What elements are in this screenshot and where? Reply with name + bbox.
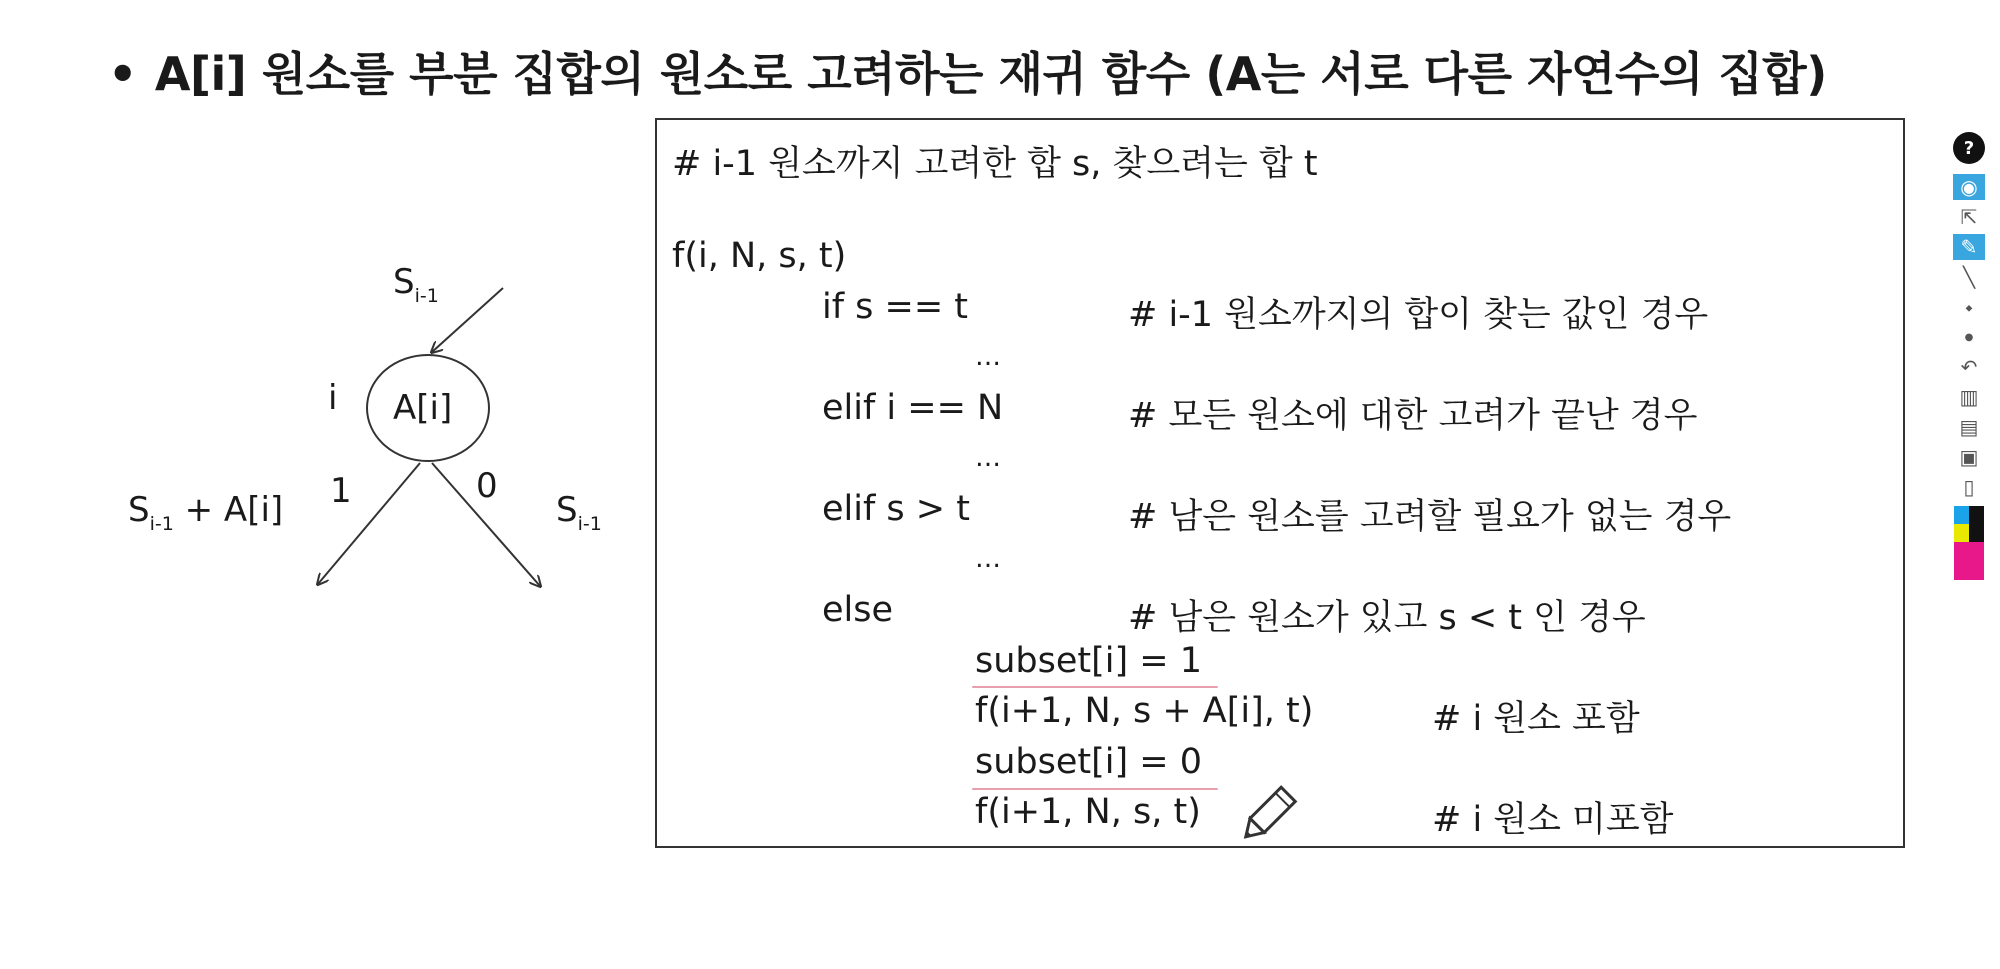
bullet: • [108, 47, 137, 101]
highlighter-icon[interactable]: ✎ [1953, 234, 1985, 260]
dot-icon[interactable]: ● [1964, 331, 1974, 343]
code-cond-2: elif i == N [822, 388, 1004, 428]
right-result-label: $S_{i-1}$ [556, 490, 602, 535]
code-cond-4: else [822, 590, 894, 630]
code-stmt-4: f(i+1, N, s, t) [975, 792, 1201, 832]
comment-icon[interactable]: ▤ [1959, 415, 1979, 439]
code-comment-6: # i 원소 미포함 [1432, 800, 1674, 840]
right-edge-label: 0 [476, 466, 498, 506]
clipboard-icon[interactable]: ▯ [1963, 475, 1975, 499]
pen-icon[interactable]: ╲ [1962, 265, 1976, 289]
pencil-cursor-icon [1232, 782, 1302, 852]
top-label: $S_{i-1}$ [393, 262, 439, 307]
index-label: i [328, 378, 338, 418]
ellipsis-2: … [975, 443, 1001, 473]
swatch-black[interactable] [1969, 506, 1984, 524]
code-comment-2: # 모든 원소에 대한 고려가 끝난 경우 [1128, 396, 1698, 436]
code-comment-5: # i 원소 포함 [1432, 699, 1640, 739]
code-stmt-3: subset[i] = 0 [975, 742, 1203, 782]
ellipsis-3: … [975, 544, 1001, 574]
code-cond-3: elif s > t [822, 489, 970, 529]
annotation-toolbar [1950, 130, 1988, 590]
code-signature: f(i, N, s, t) [672, 236, 847, 276]
recursion-tree-diagram [0, 0, 640, 969]
code-comment-3: # 남은 원소를 고려할 필요가 없는 경우 [1128, 497, 1732, 537]
ink-underline-1 [972, 686, 1218, 688]
code-comment-header: # i-1 원소까지 고려한 합 s, 찾으려는 합 t [672, 144, 1318, 184]
swatch-magenta[interactable] [1954, 542, 1984, 580]
color-swatches[interactable] [1954, 506, 1984, 580]
code-stmt-2: f(i+1, N, s + A[i], t) [975, 691, 1314, 731]
incoming-arrow [432, 288, 503, 352]
code-comment-1: # i-1 원소까지의 합이 찾는 값인 경우 [1128, 295, 1709, 335]
code-cond-1: if s == t [822, 287, 969, 327]
left-result-label: $S_{i-1} + A[i]$ [128, 490, 284, 535]
node-label: A[i] [393, 388, 453, 428]
swatch-blue[interactable] [1954, 506, 1969, 524]
swatch-black-2[interactable] [1969, 524, 1984, 542]
camera-icon[interactable]: ▣ [1959, 445, 1979, 469]
ellipsis-1: … [975, 342, 1001, 372]
heading-text: A[i] 원소를 부분 집합의 원소로 고려하는 재귀 함수 (A는 서로 다른 자연수의 집합) [154, 47, 1827, 101]
eye-icon[interactable]: ◉ [1953, 174, 1985, 200]
swatch-yellow[interactable] [1954, 524, 1969, 542]
code-box [655, 118, 1905, 848]
eraser-icon[interactable]: ⬩ [1965, 295, 1973, 319]
left-edge-label: 1 [330, 471, 352, 511]
code-comment-4: # 남은 원소가 있고 s < t 인 경우 [1128, 598, 1646, 638]
toolbar-logo-icon[interactable]: ? [1953, 132, 1985, 164]
trash-icon[interactable]: ▥ [1959, 385, 1979, 409]
code-stmt-1: subset[i] = 1 [975, 641, 1203, 681]
tree-lines [0, 0, 640, 969]
ink-underline-2 [972, 788, 1218, 790]
cursor-icon[interactable]: ⇱ [1960, 205, 1978, 229]
undo-icon[interactable]: ↶ [1960, 355, 1978, 379]
